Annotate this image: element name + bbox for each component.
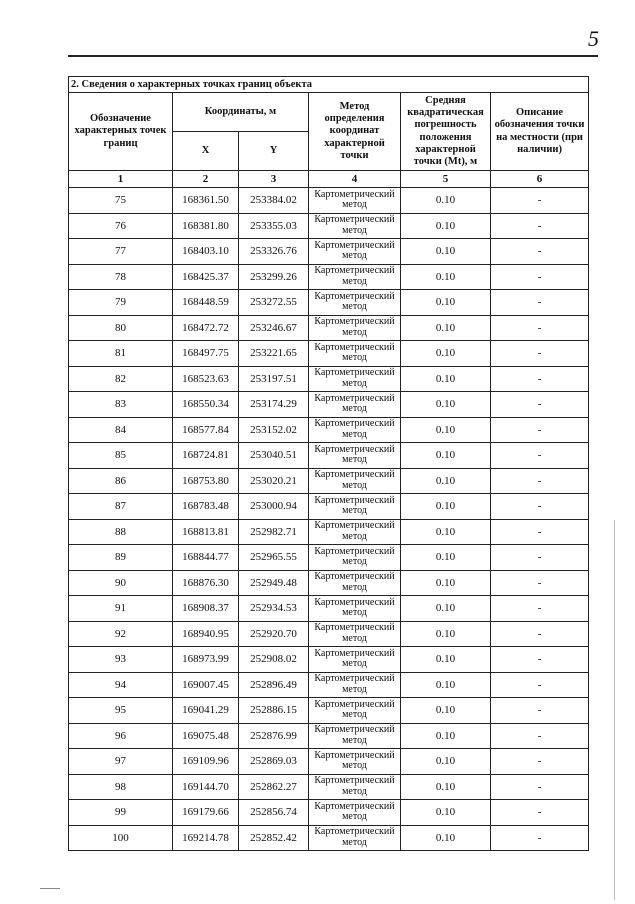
x-coordinate-cell: 168908.37 [173,596,239,622]
accuracy-cell: 0.10 [401,596,491,622]
header-row [69,93,589,132]
x-coordinate-cell: 168783.48 [173,494,239,520]
x-coordinate-cell: 168523.63 [173,366,239,392]
accuracy-cell: 0.10 [401,239,491,265]
description-cell: - [491,672,589,698]
description-cell: - [491,570,589,596]
accuracy-cell: 0.10 [401,825,491,851]
accuracy-cell: 0.10 [401,698,491,724]
header-accuracy: Средняя квадратическая погрешность положения характерной точки (Mt), м [401,93,491,171]
accuracy-cell: 0.10 [401,468,491,494]
point-number-cell: 88 [69,519,173,545]
x-coordinate-cell: 169179.66 [173,800,239,826]
description-cell: - [491,596,589,622]
table-row [69,723,589,749]
header-x: X [173,132,239,171]
y-coordinate-cell: 252908.02 [239,647,309,673]
point-number-cell: 79 [69,290,173,316]
accuracy-cell: 0.10 [401,621,491,647]
point-number-cell: 86 [69,468,173,494]
column-number: 6 [491,171,589,188]
description-cell: - [491,545,589,571]
x-coordinate-cell: 168813.81 [173,519,239,545]
point-number-cell: 94 [69,672,173,698]
table-row [69,188,589,214]
table-row [69,749,589,775]
accuracy-cell: 0.10 [401,213,491,239]
point-number-cell: 83 [69,392,173,418]
accuracy-cell: 0.10 [401,188,491,214]
y-coordinate-cell: 253197.51 [239,366,309,392]
table-row [69,647,589,673]
description-cell: - [491,213,589,239]
section-title-row [69,77,589,93]
point-number-cell: 81 [69,341,173,367]
method-cell: Картометрический метод [309,290,401,316]
method-cell: Картометрический метод [309,723,401,749]
description-cell: - [491,341,589,367]
y-coordinate-cell: 252856.74 [239,800,309,826]
accuracy-cell: 0.10 [401,570,491,596]
accuracy-cell: 0.10 [401,443,491,469]
y-coordinate-cell: 253326.76 [239,239,309,265]
header-rule [68,55,598,57]
x-coordinate-cell: 168403.10 [173,239,239,265]
x-coordinate-cell: 168876.30 [173,570,239,596]
table-row [69,596,589,622]
description-cell: - [491,494,589,520]
method-cell: Картометрический метод [309,239,401,265]
method-cell: Картометрический метод [309,774,401,800]
accuracy-cell: 0.10 [401,800,491,826]
y-coordinate-cell: 253384.02 [239,188,309,214]
description-cell: - [491,774,589,800]
method-cell: Картометрический метод [309,800,401,826]
accuracy-cell: 0.10 [401,723,491,749]
y-coordinate-cell: 252965.55 [239,545,309,571]
point-number-cell: 92 [69,621,173,647]
table-row [69,213,589,239]
method-cell: Картометрический метод [309,596,401,622]
column-numbers-row [69,171,589,188]
accuracy-cell: 0.10 [401,494,491,520]
accuracy-cell: 0.10 [401,672,491,698]
table-row [69,545,589,571]
point-number-cell: 96 [69,723,173,749]
scan-edge-mark [614,520,615,900]
table-row [69,315,589,341]
description-cell: - [491,188,589,214]
point-number-cell: 77 [69,239,173,265]
method-cell: Картометрический метод [309,647,401,673]
description-cell: - [491,239,589,265]
header-coordinates: Координаты, м [173,93,309,132]
y-coordinate-cell: 253020.21 [239,468,309,494]
header-method: Метод определения координат характерной точки [309,93,401,171]
accuracy-cell: 0.10 [401,545,491,571]
y-coordinate-cell: 253174.29 [239,392,309,418]
accuracy-cell: 0.10 [401,774,491,800]
y-coordinate-cell: 252869.03 [239,749,309,775]
method-cell: Картометрический метод [309,749,401,775]
table-row [69,392,589,418]
method-cell: Картометрический метод [309,545,401,571]
section-title: 2. Сведения о характерных точках границ объекта [69,77,589,93]
description-cell: - [491,723,589,749]
page-number: 5 [588,26,599,51]
y-coordinate-cell: 252934.53 [239,596,309,622]
point-number-cell: 97 [69,749,173,775]
x-coordinate-cell: 168753.80 [173,468,239,494]
y-coordinate-cell: 252852.42 [239,825,309,851]
point-number-cell: 75 [69,188,173,214]
point-number-cell: 95 [69,698,173,724]
method-cell: Картометрический метод [309,621,401,647]
method-cell: Картометрический метод [309,341,401,367]
method-cell: Картометрический метод [309,494,401,520]
header-y: Y [239,132,309,171]
column-number: 5 [401,171,491,188]
method-cell: Картометрический метод [309,264,401,290]
point-number-cell: 78 [69,264,173,290]
description-cell: - [491,749,589,775]
footer-mark [40,888,60,889]
description-cell: - [491,290,589,316]
x-coordinate-cell: 168844.77 [173,545,239,571]
table-row [69,774,589,800]
x-coordinate-cell: 168381.80 [173,213,239,239]
point-number-cell: 90 [69,570,173,596]
accuracy-cell: 0.10 [401,315,491,341]
y-coordinate-cell: 252886.15 [239,698,309,724]
point-number-cell: 99 [69,800,173,826]
accuracy-cell: 0.10 [401,647,491,673]
table-row [69,698,589,724]
x-coordinate-cell: 169144.70 [173,774,239,800]
table-row [69,239,589,265]
x-coordinate-cell: 168577.84 [173,417,239,443]
description-cell: - [491,800,589,826]
y-coordinate-cell: 253299.26 [239,264,309,290]
accuracy-cell: 0.10 [401,290,491,316]
accuracy-cell: 0.10 [401,366,491,392]
table-row [69,800,589,826]
x-coordinate-cell: 169007.45 [173,672,239,698]
x-coordinate-cell: 169075.48 [173,723,239,749]
point-number-cell: 98 [69,774,173,800]
table-row [69,264,589,290]
y-coordinate-cell: 253152.02 [239,417,309,443]
column-number: 3 [239,171,309,188]
description-cell: - [491,264,589,290]
point-number-cell: 84 [69,417,173,443]
point-number-cell: 82 [69,366,173,392]
method-cell: Картометрический метод [309,213,401,239]
accuracy-cell: 0.10 [401,264,491,290]
method-cell: Картометрический метод [309,825,401,851]
y-coordinate-cell: 252876.99 [239,723,309,749]
y-coordinate-cell: 253246.67 [239,315,309,341]
accuracy-cell: 0.10 [401,749,491,775]
table-row [69,443,589,469]
y-coordinate-cell: 252982.71 [239,519,309,545]
point-number-cell: 80 [69,315,173,341]
y-coordinate-cell: 252949.48 [239,570,309,596]
x-coordinate-cell: 168472.72 [173,315,239,341]
x-coordinate-cell: 168550.34 [173,392,239,418]
y-coordinate-cell: 253000.94 [239,494,309,520]
accuracy-cell: 0.10 [401,519,491,545]
method-cell: Картометрический метод [309,519,401,545]
table-row [69,621,589,647]
method-cell: Картометрический метод [309,468,401,494]
x-coordinate-cell: 168448.59 [173,290,239,316]
description-cell: - [491,366,589,392]
accuracy-cell: 0.10 [401,341,491,367]
header-point-designation: Обозначение характерных точек границ [69,93,173,171]
column-number: 4 [309,171,401,188]
point-number-cell: 85 [69,443,173,469]
point-number-cell: 100 [69,825,173,851]
x-coordinate-cell: 169041.29 [173,698,239,724]
accuracy-cell: 0.10 [401,417,491,443]
method-cell: Картометрический метод [309,443,401,469]
y-coordinate-cell: 253355.03 [239,213,309,239]
method-cell: Картометрический метод [309,672,401,698]
x-coordinate-cell: 168724.81 [173,443,239,469]
accuracy-cell: 0.10 [401,392,491,418]
x-coordinate-cell: 168973.99 [173,647,239,673]
y-coordinate-cell: 252920.70 [239,621,309,647]
x-coordinate-cell: 168361.50 [173,188,239,214]
header-description: Описание обозначения точки на местности (при наличии) [491,93,589,171]
description-cell: - [491,417,589,443]
x-coordinate-cell: 169214.78 [173,825,239,851]
column-number: 1 [69,171,173,188]
x-coordinate-cell: 168425.37 [173,264,239,290]
method-cell: Картометрический метод [309,570,401,596]
description-cell: - [491,392,589,418]
table-row [69,468,589,494]
x-coordinate-cell: 168940.95 [173,621,239,647]
description-cell: - [491,519,589,545]
table-row [69,519,589,545]
method-cell: Картометрический метод [309,698,401,724]
description-cell: - [491,468,589,494]
table-row [69,570,589,596]
y-coordinate-cell: 253272.55 [239,290,309,316]
x-coordinate-cell: 168497.75 [173,341,239,367]
table-row [69,290,589,316]
column-number: 2 [173,171,239,188]
table-row [69,341,589,367]
table-row [69,825,589,851]
method-cell: Картометрический метод [309,315,401,341]
y-coordinate-cell: 253221.65 [239,341,309,367]
description-cell: - [491,443,589,469]
point-number-cell: 76 [69,213,173,239]
description-cell: - [491,621,589,647]
x-coordinate-cell: 169109.96 [173,749,239,775]
table-row [69,417,589,443]
method-cell: Картометрический метод [309,188,401,214]
y-coordinate-cell: 252862.27 [239,774,309,800]
method-cell: Картометрический метод [309,392,401,418]
table-row [69,494,589,520]
table-row [69,672,589,698]
method-cell: Картометрический метод [309,366,401,392]
description-cell: - [491,315,589,341]
boundary-points-table [68,76,589,851]
table-row [69,366,589,392]
y-coordinate-cell: 252896.49 [239,672,309,698]
point-number-cell: 89 [69,545,173,571]
point-number-cell: 87 [69,494,173,520]
method-cell: Картометрический метод [309,417,401,443]
point-number-cell: 93 [69,647,173,673]
description-cell: - [491,698,589,724]
description-cell: - [491,825,589,851]
y-coordinate-cell: 253040.51 [239,443,309,469]
point-number-cell: 91 [69,596,173,622]
description-cell: - [491,647,589,673]
